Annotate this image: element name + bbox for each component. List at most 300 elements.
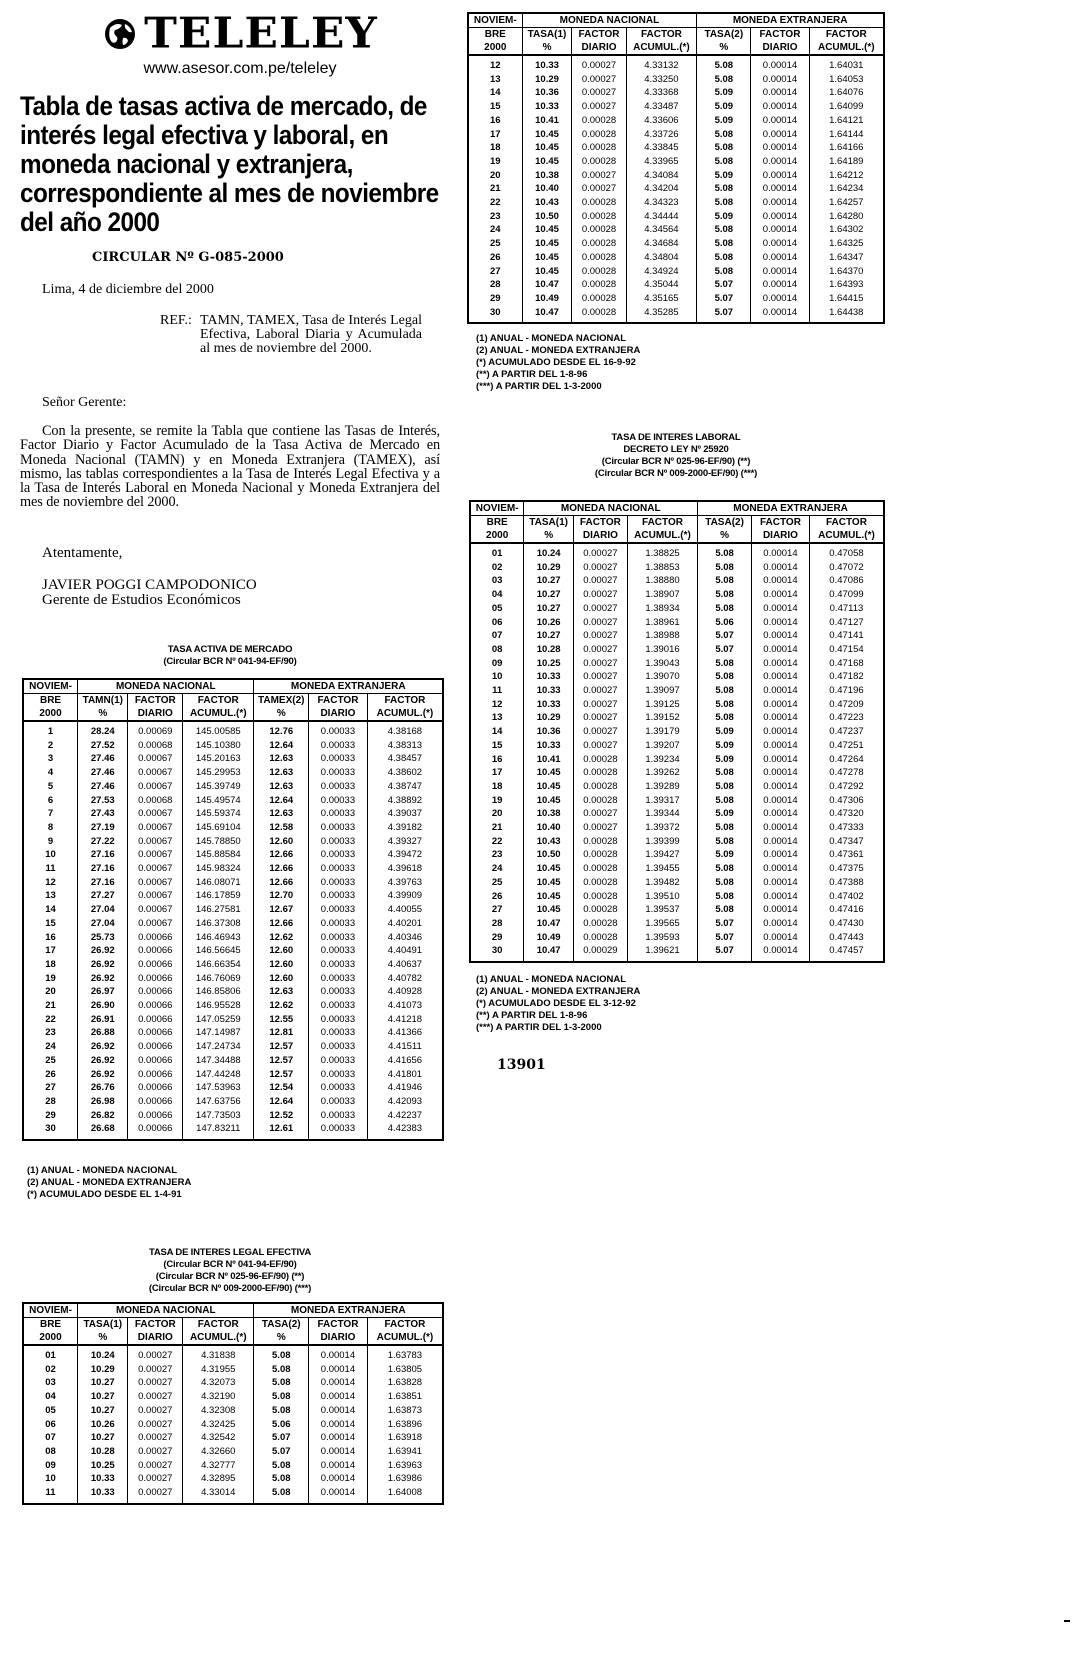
cell-factor-acumulado-me: 4.42383 (367, 1122, 443, 1140)
cell-factor-diario-me: 0.00033 (309, 862, 368, 876)
cell-factor-acumulado-mn: 146.85806 (183, 985, 254, 999)
cell-tasa-mn: 10.27 (524, 629, 574, 643)
footnote: (*) ACUMULADO DESDE EL 16-9-92 (476, 357, 636, 368)
cell-factor-diario-mn: 0.00027 (128, 1345, 183, 1363)
cell-day: 29 (470, 931, 524, 945)
cell-factor-acumulado-me: 0.47457 (809, 944, 884, 962)
cell-tasa-mn: 26.68 (78, 1122, 128, 1140)
col-header-5-line1: FACTOR (751, 516, 809, 530)
cell-factor-acumulado-mn: 145.10380 (183, 739, 254, 753)
col-header-3-line2: ACUMUL.(*) (183, 707, 254, 721)
cell-factor-diario-me: 0.00014 (751, 128, 809, 142)
cell-factor-diario-mn: 0.00027 (573, 588, 627, 602)
cell-factor-acumulado-me: 0.47251 (809, 739, 884, 753)
cell-tasa-mn: 26.92 (78, 1054, 128, 1068)
cell-tasa-me: 5.07 (698, 931, 752, 945)
cell-day: 16 (468, 114, 522, 128)
cell-tasa-me: 5.08 (697, 196, 751, 210)
cell-factor-acumulado-me: 1.64370 (809, 265, 884, 279)
cell-factor-acumulado-me: 4.42093 (367, 1095, 443, 1109)
legal-table-subtitle-3: (Circular BCR Nº 009-2000-EF/90) (***) (148, 1283, 312, 1294)
cell-factor-diario-me: 0.00033 (309, 1109, 368, 1123)
col-header-2-line2: DIARIO (572, 41, 626, 55)
cell-factor-diario-me: 0.00014 (751, 821, 809, 835)
cell-day: 06 (23, 1418, 78, 1432)
cell-factor-diario-me: 0.00014 (751, 265, 809, 279)
cell-factor-diario-mn: 0.00028 (573, 835, 627, 849)
cell-factor-diario-me: 0.00014 (751, 169, 809, 183)
cell-tasa-me: 12.66 (254, 848, 309, 862)
col-header-month-3: 2000 (470, 529, 524, 543)
cell-factor-acumulado-me: 0.47209 (809, 698, 884, 712)
cell-tasa-mn: 10.38 (522, 169, 572, 183)
cell-day: 25 (468, 237, 522, 251)
cell-factor-diario-mn: 0.00067 (128, 876, 183, 890)
table-row (23, 944, 443, 958)
cell-factor-diario-me: 0.00014 (751, 684, 809, 698)
col-header-2-line2: DIARIO (128, 1331, 183, 1345)
table-row (470, 753, 884, 767)
cell-tasa-me: 5.08 (697, 73, 751, 87)
table-row (468, 265, 884, 279)
cell-day: 05 (470, 602, 524, 616)
cell-factor-diario-me: 0.00033 (309, 848, 368, 862)
cell-day: 23 (468, 210, 522, 224)
table-row (23, 1459, 443, 1473)
table-row (23, 1040, 443, 1054)
cell-factor-diario-me: 0.00014 (751, 155, 809, 169)
cell-day: 14 (23, 903, 78, 917)
cell-day: 8 (23, 821, 78, 835)
cell-factor-acumulado-me: 4.41366 (367, 1026, 443, 1040)
col-header-month-1: NOVIEM- (23, 1303, 78, 1318)
cell-factor-diario-mn: 0.00027 (573, 807, 627, 821)
cell-day: 17 (470, 766, 524, 780)
cell-day: 11 (470, 684, 524, 698)
cell-tasa-me: 5.08 (254, 1472, 309, 1486)
cell-factor-acumulado-me: 0.47388 (809, 876, 884, 890)
table-row (470, 739, 884, 753)
col-header-5-line1: FACTOR (751, 28, 809, 42)
cell-factor-diario-mn: 0.00027 (573, 643, 627, 657)
cell-factor-acumulado-mn: 4.34564 (626, 223, 697, 237)
cell-factor-diario-mn: 0.00027 (573, 629, 627, 643)
cell-factor-acumulado-mn: 4.32073 (183, 1376, 254, 1390)
table-row (23, 794, 443, 808)
footnote: (1) ANUAL - MONEDA NACIONAL (476, 333, 627, 344)
cell-day: 20 (470, 807, 524, 821)
cell-factor-diario-me: 0.00014 (751, 862, 809, 876)
brand-logo (60, 10, 420, 58)
cell-factor-acumulado-me: 4.38313 (367, 739, 443, 753)
cell-tasa-me: 5.08 (697, 55, 751, 73)
cell-factor-acumulado-mn: 4.33845 (626, 141, 697, 155)
cell-factor-acumulado-me: 0.47058 (809, 543, 884, 561)
cell-factor-acumulado-mn: 4.32542 (183, 1431, 254, 1445)
cell-factor-acumulado-me: 4.41218 (367, 1013, 443, 1027)
cell-factor-diario-mn: 0.00027 (572, 86, 626, 100)
cell-factor-diario-me: 0.00014 (751, 86, 809, 100)
cell-factor-diario-me: 0.00033 (309, 972, 368, 986)
col-header-4-line1: TASA(2) (697, 28, 751, 42)
col-header-1-line1: TASA(1) (522, 28, 572, 42)
col-header-5-line2: DIARIO (309, 707, 368, 721)
cell-factor-acumulado-me: 1.63896 (367, 1418, 443, 1432)
cell-tasa-mn: 26.92 (78, 958, 128, 972)
cell-factor-diario-mn: 0.00027 (573, 543, 627, 561)
cell-day: 13 (470, 711, 524, 725)
cell-factor-acumulado-me: 4.40201 (367, 917, 443, 931)
cell-factor-acumulado-mn: 4.32777 (183, 1459, 254, 1473)
table-row (470, 917, 884, 931)
group-header-moneda-extranjera: MONEDA EXTRANJERA (698, 501, 884, 516)
signer-name: JAVIER POGGI CAMPODONICO (42, 577, 257, 593)
cell-factor-acumulado-mn: 4.33606 (626, 114, 697, 128)
cell-factor-acumulado-me: 4.40782 (367, 972, 443, 986)
table-row (23, 1081, 443, 1095)
table-row (23, 1486, 443, 1504)
cell-factor-diario-me: 0.00014 (309, 1345, 368, 1363)
col-header-month-3: 2000 (23, 1331, 78, 1345)
table-row (23, 1068, 443, 1082)
cell-factor-diario-me: 0.00014 (751, 780, 809, 794)
activa-table-notes (27, 1165, 191, 1201)
header-row-sub1 (468, 28, 884, 42)
cell-tasa-mn: 10.33 (78, 1486, 128, 1504)
cell-day: 13 (468, 73, 522, 87)
cell-tasa-mn: 10.27 (78, 1376, 128, 1390)
cell-factor-acumulado-mn: 4.33132 (626, 55, 697, 73)
table-row (23, 1054, 443, 1068)
table-row (23, 821, 443, 835)
cell-tasa-mn: 10.45 (524, 862, 574, 876)
cell-day: 07 (470, 629, 524, 643)
cell-factor-diario-mn: 0.00027 (128, 1404, 183, 1418)
cell-factor-acumulado-mn: 1.38825 (627, 543, 697, 561)
cell-factor-diario-me: 0.00014 (309, 1445, 368, 1459)
table-row (23, 1418, 443, 1432)
cell-tasa-mn: 10.36 (522, 86, 572, 100)
cell-factor-acumulado-mn: 1.38988 (627, 629, 697, 643)
cell-day: 28 (23, 1095, 78, 1109)
cell-factor-acumulado-mn: 1.39097 (627, 684, 697, 698)
cell-factor-diario-mn: 0.00067 (128, 903, 183, 917)
cell-factor-acumulado-mn: 4.34804 (626, 251, 697, 265)
brand-url[interactable]: www.asesor.com.pe/teleley (143, 60, 337, 77)
laboral-table-caption (467, 432, 885, 480)
cell-tasa-mn: 10.29 (522, 73, 572, 87)
cell-tasa-me: 5.08 (697, 265, 751, 279)
cell-factor-diario-me: 0.00014 (751, 616, 809, 630)
cell-tasa-me: 5.08 (254, 1486, 309, 1504)
cell-factor-diario-mn: 0.00027 (572, 73, 626, 87)
table-row (23, 835, 443, 849)
cell-tasa-me: 5.08 (698, 780, 752, 794)
col-header-4-line2: % (698, 529, 752, 543)
cell-factor-acumulado-me: 1.64280 (809, 210, 884, 224)
cell-day: 02 (470, 561, 524, 575)
cell-tasa-mn: 10.45 (524, 794, 574, 808)
cell-factor-diario-me: 0.00014 (751, 73, 809, 87)
cell-factor-diario-me: 0.00033 (309, 1013, 368, 1027)
cell-factor-acumulado-mn: 1.39262 (627, 766, 697, 780)
cell-tasa-me: 5.09 (697, 100, 751, 114)
cell-tasa-mn: 10.26 (78, 1418, 128, 1432)
cell-tasa-me: 12.54 (254, 1081, 309, 1095)
cell-factor-acumulado-mn: 1.39593 (627, 931, 697, 945)
cell-factor-acumulado-me: 4.39763 (367, 876, 443, 890)
cell-day: 20 (23, 985, 78, 999)
cell-factor-acumulado-me: 0.47443 (809, 931, 884, 945)
cell-tasa-me: 5.09 (698, 725, 752, 739)
cell-tasa-mn: 27.19 (78, 821, 128, 835)
cell-factor-diario-me: 0.00014 (751, 711, 809, 725)
cell-tasa-mn: 10.24 (78, 1345, 128, 1363)
cell-day: 20 (468, 169, 522, 183)
cell-tasa-mn: 26.92 (78, 972, 128, 986)
cell-tasa-mn: 27.46 (78, 780, 128, 794)
laboral-table-notes (476, 974, 640, 1034)
col-header-2-line1: FACTOR (128, 1318, 183, 1332)
col-header-1-line1: TASA(1) (524, 516, 574, 530)
cell-day: 19 (470, 794, 524, 808)
cell-tasa-mn: 25.73 (78, 931, 128, 945)
cell-tasa-me: 5.07 (698, 944, 752, 962)
cell-day: 9 (23, 835, 78, 849)
col-header-3-line2: ACUMUL.(*) (183, 1331, 254, 1345)
table-row (468, 278, 884, 292)
header-row-group (470, 501, 884, 516)
cell-factor-diario-me: 0.00014 (309, 1486, 368, 1504)
cell-factor-acumulado-me: 1.63783 (367, 1345, 443, 1363)
cell-day: 14 (470, 725, 524, 739)
group-header-moneda-nacional: MONEDA NACIONAL (524, 501, 698, 516)
cell-factor-acumulado-mn: 145.69104 (183, 821, 254, 835)
cell-day: 28 (470, 917, 524, 931)
cell-tasa-me: 12.64 (254, 794, 309, 808)
cell-factor-acumulado-mn: 1.38934 (627, 602, 697, 616)
group-header-moneda-nacional: MONEDA NACIONAL (78, 679, 254, 694)
table-row (23, 1376, 443, 1390)
footnote: (2) ANUAL - MONEDA EXTRANJERA (476, 345, 641, 356)
cell-day: 01 (23, 1345, 78, 1363)
cell-tasa-me: 5.08 (698, 543, 752, 561)
cell-factor-diario-me: 0.00014 (751, 807, 809, 821)
cell-tasa-me: 5.08 (698, 588, 752, 602)
table-row (470, 684, 884, 698)
cell-factor-acumulado-mn: 1.39043 (627, 657, 697, 671)
cell-factor-diario-mn: 0.00027 (128, 1472, 183, 1486)
cell-factor-diario-mn: 0.00066 (128, 958, 183, 972)
cell-factor-diario-mn: 0.00027 (572, 100, 626, 114)
cell-factor-diario-me: 0.00014 (751, 629, 809, 643)
cell-factor-acumulado-mn: 4.33965 (626, 155, 697, 169)
cell-factor-diario-mn: 0.00028 (572, 251, 626, 265)
table-row (23, 721, 443, 739)
cell-factor-acumulado-mn: 146.76069 (183, 972, 254, 986)
cell-day: 09 (23, 1459, 78, 1473)
table-row (23, 985, 443, 999)
cell-factor-diario-me: 0.00033 (309, 1095, 368, 1109)
cell-factor-acumulado-mn: 147.53963 (183, 1081, 254, 1095)
activa-table (22, 678, 444, 1141)
cell-tasa-mn: 10.29 (78, 1363, 128, 1377)
cell-factor-diario-me: 0.00033 (309, 1081, 368, 1095)
cell-tasa-me: 12.60 (254, 835, 309, 849)
cell-tasa-mn: 27.52 (78, 739, 128, 753)
cell-factor-acumulado-me: 1.64008 (367, 1486, 443, 1504)
cell-day: 29 (468, 292, 522, 306)
cell-day: 24 (470, 862, 524, 876)
cell-factor-diario-mn: 0.00027 (573, 698, 627, 712)
cell-factor-diario-mn: 0.00028 (572, 306, 626, 324)
cell-day: 5 (23, 780, 78, 794)
cell-tasa-mn: 10.45 (522, 155, 572, 169)
signer-title: Gerente de Estudios Económicos (42, 592, 241, 608)
cell-tasa-mn: 10.41 (522, 114, 572, 128)
reference-label: REF.: (160, 313, 192, 328)
cell-factor-diario-me: 0.00033 (309, 766, 368, 780)
cell-factor-diario-mn: 0.00066 (128, 1122, 183, 1140)
laboral-table-subtitle-1: DECRETO LEY Nº 25920 (623, 444, 729, 455)
cell-tasa-me: 5.08 (697, 237, 751, 251)
table-row (468, 292, 884, 306)
cell-tasa-me: 5.09 (698, 848, 752, 862)
cell-factor-diario-me: 0.00014 (751, 848, 809, 862)
cell-factor-acumulado-me: 1.64393 (809, 278, 884, 292)
col-header-month-2: BRE (23, 1318, 78, 1332)
cell-factor-acumulado-me: 0.47182 (809, 670, 884, 684)
cell-tasa-mn: 10.50 (522, 210, 572, 224)
cell-factor-acumulado-mn: 1.39125 (627, 698, 697, 712)
table-row (23, 780, 443, 794)
cell-factor-diario-me: 0.00014 (751, 903, 809, 917)
footnote: (1) ANUAL - MONEDA NACIONAL (476, 974, 627, 985)
cell-tasa-mn: 10.29 (524, 561, 574, 575)
cell-tasa-mn: 27.53 (78, 794, 128, 808)
col-header-6-line2: ACUMUL.(*) (367, 1331, 443, 1345)
cell-tasa-mn: 26.82 (78, 1109, 128, 1123)
col-header-2-line1: FACTOR (573, 516, 627, 530)
cell-factor-acumulado-mn: 1.39399 (627, 835, 697, 849)
table-row (23, 958, 443, 972)
cell-day: 18 (23, 958, 78, 972)
cell-factor-diario-mn: 0.00067 (128, 835, 183, 849)
cell-factor-diario-me: 0.00033 (309, 1068, 368, 1082)
cell-factor-diario-mn: 0.00027 (573, 711, 627, 725)
cell-factor-acumulado-mn: 1.39234 (627, 753, 697, 767)
cell-factor-diario-mn: 0.00027 (128, 1459, 183, 1473)
table-row (23, 999, 443, 1013)
cell-factor-acumulado-mn: 145.59374 (183, 807, 254, 821)
cell-factor-diario-mn: 0.00027 (573, 657, 627, 671)
cell-factor-diario-mn: 0.00068 (128, 794, 183, 808)
cell-factor-acumulado-mn: 1.39152 (627, 711, 697, 725)
cell-tasa-me: 5.08 (697, 251, 751, 265)
cell-tasa-mn: 10.47 (522, 278, 572, 292)
cell-factor-acumulado-mn: 147.63756 (183, 1095, 254, 1109)
cell-day: 26 (23, 1068, 78, 1082)
cell-day: 03 (23, 1376, 78, 1390)
cell-factor-acumulado-me: 1.64325 (809, 237, 884, 251)
cell-tasa-me: 12.76 (254, 721, 309, 739)
cell-factor-acumulado-me: 1.64166 (809, 141, 884, 155)
reference-text: TAMN, TAMEX, Tasa de Interés Legal Efectiva, Laboral Diaria y Acumulada al mes de noviembre del 2000. (200, 313, 422, 356)
cell-factor-diario-me: 0.00033 (309, 752, 368, 766)
cell-day: 24 (468, 223, 522, 237)
table-row (470, 698, 884, 712)
cell-day: 03 (470, 574, 524, 588)
cell-factor-diario-me: 0.00033 (309, 835, 368, 849)
cell-factor-acumulado-mn: 4.33368 (626, 86, 697, 100)
cell-tasa-me: 12.57 (254, 1068, 309, 1082)
table-row (470, 835, 884, 849)
cell-factor-acumulado-me: 4.38168 (367, 721, 443, 739)
cell-day: 07 (23, 1431, 78, 1445)
cell-tasa-mn: 26.90 (78, 999, 128, 1013)
cell-tasa-me: 5.08 (697, 128, 751, 142)
legal-table-part-2 (467, 12, 885, 324)
cell-factor-acumulado-me: 4.41946 (367, 1081, 443, 1095)
table-row (468, 55, 884, 73)
cell-day: 10 (23, 848, 78, 862)
activa-table-caption (20, 644, 440, 668)
table-row (23, 1095, 443, 1109)
cell-tasa-mn: 10.41 (524, 753, 574, 767)
table-row (468, 141, 884, 155)
cell-factor-acumulado-me: 4.39618 (367, 862, 443, 876)
cell-factor-acumulado-mn: 4.34323 (626, 196, 697, 210)
cell-tasa-me: 12.60 (254, 958, 309, 972)
cell-tasa-mn: 10.43 (522, 196, 572, 210)
cell-tasa-mn: 10.27 (78, 1390, 128, 1404)
cell-tasa-me: 5.08 (697, 223, 751, 237)
table-row (23, 1026, 443, 1040)
cell-tasa-mn: 10.33 (524, 698, 574, 712)
cell-tasa-mn: 10.28 (78, 1445, 128, 1459)
cell-factor-diario-mn: 0.00066 (128, 1054, 183, 1068)
cell-factor-diario-me: 0.00014 (751, 643, 809, 657)
cell-factor-diario-me: 0.00014 (309, 1472, 368, 1486)
group-header-moneda-nacional: MONEDA NACIONAL (522, 13, 697, 28)
cell-tasa-mn: 10.27 (524, 602, 574, 616)
cell-day: 25 (470, 876, 524, 890)
legal-table-title: TASA DE INTERES LEGAL EFECTIVA (148, 1247, 312, 1258)
cell-factor-acumulado-mn: 147.24734 (183, 1040, 254, 1054)
cell-factor-diario-mn: 0.00066 (128, 999, 183, 1013)
table-row (470, 588, 884, 602)
page-number: 13901 (497, 1057, 546, 1073)
cell-factor-diario-me: 0.00014 (751, 114, 809, 128)
cell-factor-diario-me: 0.00033 (309, 780, 368, 794)
cell-factor-diario-me: 0.00033 (309, 903, 368, 917)
cell-factor-diario-me: 0.00014 (751, 141, 809, 155)
cell-factor-acumulado-me: 0.47278 (809, 766, 884, 780)
cell-tasa-mn: 10.27 (524, 574, 574, 588)
cell-factor-acumulado-me: 1.64438 (809, 306, 884, 324)
cell-tasa-mn: 27.16 (78, 862, 128, 876)
cell-tasa-me: 12.62 (254, 931, 309, 945)
col-header-6-line1: FACTOR (367, 694, 443, 708)
cell-factor-diario-mn: 0.00066 (128, 1095, 183, 1109)
cell-factor-acumulado-me: 4.39182 (367, 821, 443, 835)
cell-factor-acumulado-me: 4.40637 (367, 958, 443, 972)
cell-factor-diario-me: 0.00033 (309, 1122, 368, 1140)
cell-tasa-me: 12.81 (254, 1026, 309, 1040)
col-header-month-2: BRE (23, 694, 78, 708)
cell-day: 27 (23, 1081, 78, 1095)
cell-factor-acumulado-mn: 145.49574 (183, 794, 254, 808)
